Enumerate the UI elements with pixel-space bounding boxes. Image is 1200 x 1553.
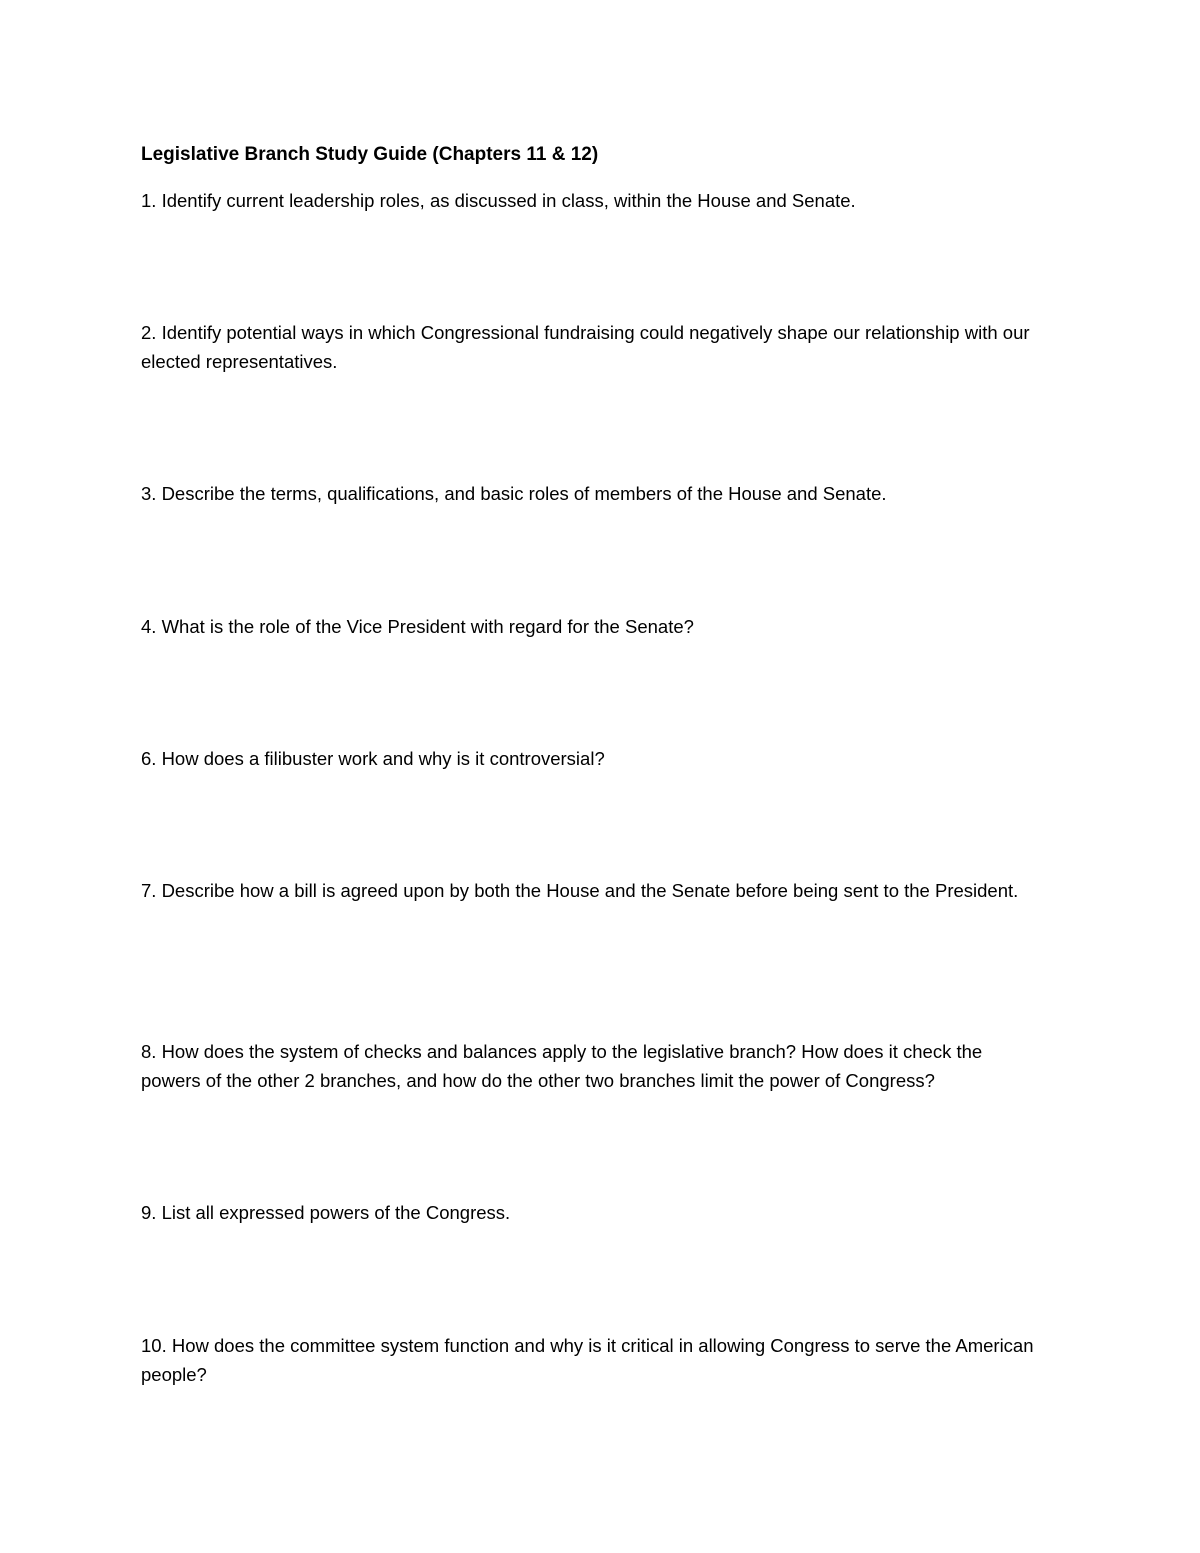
question-10: 10. How does the committee system function and why is it critical in allowing Congress to serve the American people? <box>141 1335 1034 1385</box>
question-2: 2. Identify potential ways in which Congressional fundraising could negatively shape our relationship with our elected representatives. <box>141 322 1030 372</box>
question-6: 6. How does a filibuster work and why is it controversial? <box>141 748 605 769</box>
question-1: 1. Identify current leadership roles, as discussed in class, within the House and Senate. <box>141 190 856 211</box>
question-3: 3. Describe the terms, qualifications, and basic roles of members of the House and Senate. <box>141 483 887 504</box>
question-4: 4. What is the role of the Vice President with regard for the Senate? <box>141 616 694 637</box>
question-7: 7. Describe how a bill is agreed upon by both the House and the Senate before being sent to the President. <box>141 880 1019 901</box>
question-8: 8. How does the system of checks and balances apply to the legislative branch? How does it check the powers of the other 2 branches, and how do the other two branches limit the power of Congress? <box>141 1041 983 1091</box>
question-9: 9. List all expressed powers of the Congress. <box>141 1202 511 1223</box>
document-title: Legislative Branch Study Guide (Chapters 11 & 12) <box>141 144 599 165</box>
